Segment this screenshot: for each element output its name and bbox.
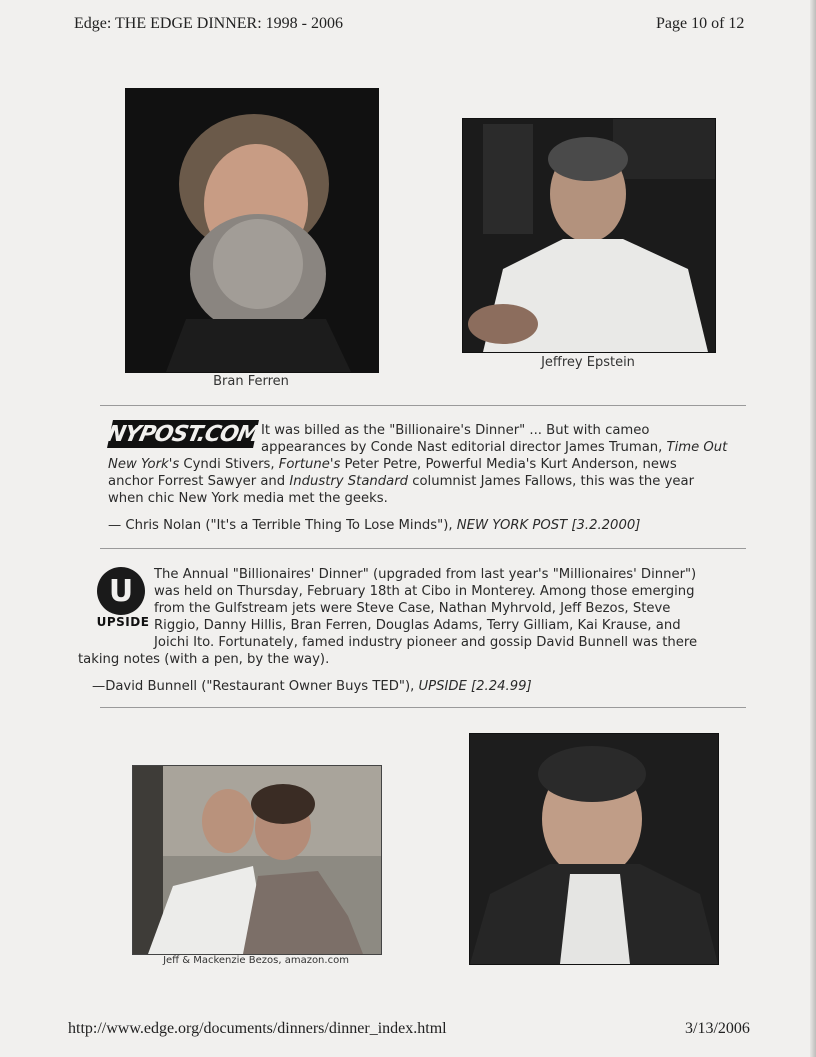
nypost-line1: It was billed as the "Billionaire's Dinner" ... But with cameo xyxy=(261,423,650,438)
caption-jeffrey-epstein: Jeffrey Epstein xyxy=(541,355,635,370)
divider-2 xyxy=(100,548,746,549)
upside-byline xyxy=(92,679,532,694)
upside-line2: was held on Thursday, February 18th at Cibo in Monterey. Among those emerging xyxy=(154,584,695,599)
divider-3 xyxy=(100,707,746,708)
header-title: Edge: THE EDGE DINNER: 1998 - 2006 xyxy=(74,15,343,32)
nypost-byline-source: NEW YORK POST [3.2.2000] xyxy=(456,518,641,533)
footer-date: 3/13/2006 xyxy=(685,1020,750,1037)
upside-paragraph xyxy=(78,566,752,668)
photo-joichi-ito xyxy=(469,733,719,965)
nypost-timeout: Time Out xyxy=(666,440,728,455)
caption-bran-ferren: Bran Ferren xyxy=(213,374,289,389)
nypost-line3b: Peter Petre, Powerful Media's Kurt Anderson, news xyxy=(340,457,677,472)
upside-line4: Riggio, Danny Hillis, Bran Ferren, Douglas Adams, Terry Gilliam, Kai Krause, and xyxy=(154,618,681,633)
nypost-line2-text: appearances by Conde Nast editorial director James Truman, xyxy=(261,440,667,455)
nypost-byline-text: — Chris Nolan ("It's a Terrible Thing To Lose Minds"), xyxy=(108,518,457,533)
upside-logo-letter: U xyxy=(97,567,145,615)
nypost-logo: NYPOST.COM xyxy=(104,421,262,447)
upside-logo-word: UPSIDE xyxy=(96,615,150,629)
page-edge-shadow xyxy=(810,0,816,1057)
nypost-industry: Industry Standard xyxy=(289,474,409,489)
nypost-line2 xyxy=(108,439,748,456)
nypost-paragraph xyxy=(104,421,748,507)
upside-line5: Joichi Ito. Fortunately, famed industry pioneer and gossip David Bunnell was there xyxy=(154,635,698,650)
upside-byline-source: UPSIDE [2.24.99] xyxy=(418,679,532,694)
nypost-line3 xyxy=(108,456,748,473)
nypost-line4 xyxy=(108,473,748,490)
upside-byline-text: —David Bunnell ("Restaurant Owner Buys TED"), xyxy=(92,679,419,694)
nypost-nyk: New York's xyxy=(108,457,180,472)
photo-bran-ferren xyxy=(125,88,379,373)
footer-url: http://www.edge.org/documents/dinners/dinner_index.html xyxy=(68,1020,447,1037)
photo-bezos xyxy=(132,765,382,955)
nypost-line5: when chic New York media met the geeks. xyxy=(108,491,388,506)
header-page-number: Page 10 of 12 xyxy=(656,15,745,32)
caption-bezos: Jeff & Mackenzie Bezos, amazon.com xyxy=(163,955,349,966)
divider-1 xyxy=(100,405,746,406)
nypost-byline xyxy=(108,518,640,533)
photo-jeffrey-epstein xyxy=(462,118,716,353)
nypost-fortune: Fortune's xyxy=(278,457,341,472)
upside-line3: from the Gulfstream jets were Steve Case, Nathan Myhrvold, Jeff Bezos, Steve xyxy=(154,601,671,616)
upside-line6: taking notes (with a pen, by the way). xyxy=(78,652,330,667)
upside-line1: The Annual "Billionaires' Dinner" (upgraded from last year's "Millionaires' Dinner") xyxy=(154,567,697,582)
nypost-line4b: columnist James Fallows, this was the year xyxy=(408,474,694,489)
nypost-line3a: Cyndi Stivers, xyxy=(179,457,279,472)
nypost-line4a: anchor Forrest Sawyer and xyxy=(108,474,290,489)
